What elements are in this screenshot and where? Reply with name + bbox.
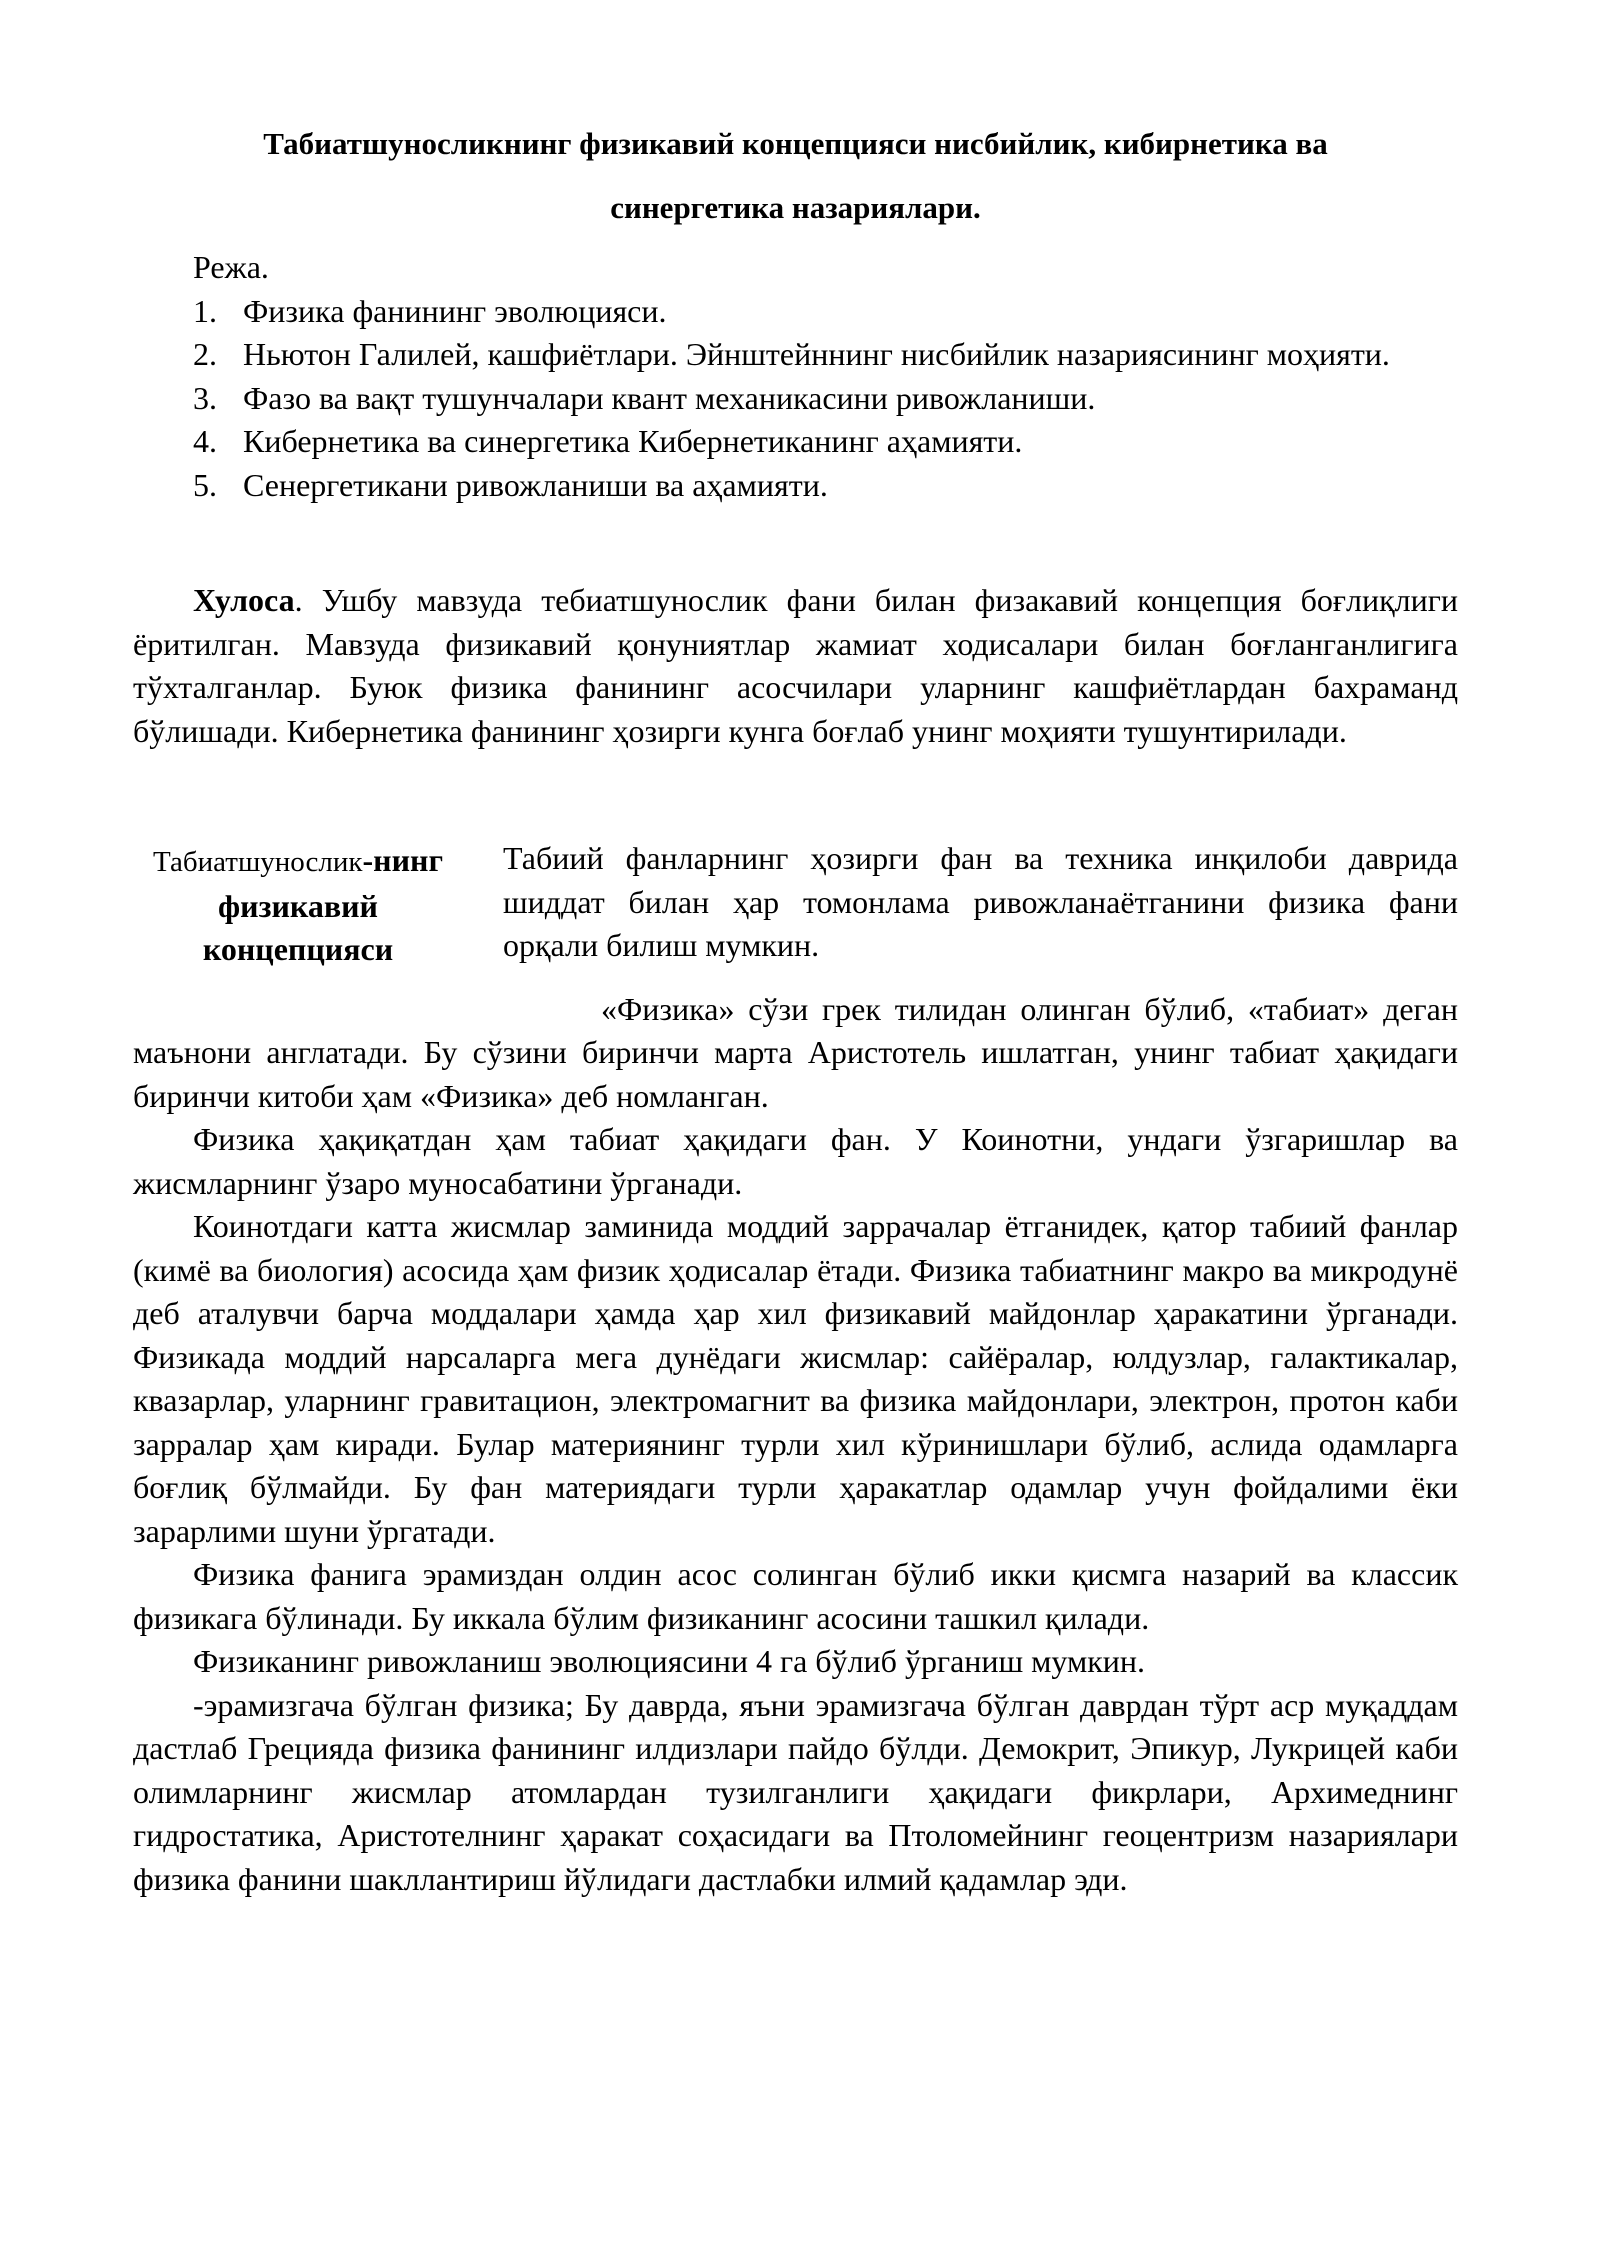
plan-item [133, 333, 1458, 377]
plan-item [133, 464, 1458, 508]
plan-item-number: 2. [193, 336, 217, 372]
plan-heading: Режа. [193, 249, 269, 285]
side-heading-line-2: физикавий [218, 887, 378, 924]
title-line-2: синергетика назариялари. [610, 190, 981, 225]
side-heading-word: Табиатшунослик [153, 846, 363, 878]
side-heading-line-3: концепцияси [202, 931, 394, 967]
side-heading-suffix: -нинг [362, 842, 443, 878]
plan-list [133, 290, 1458, 508]
plan-section [133, 246, 1458, 507]
body-paragraph: «Физика» сўзи грек тилидан олинган бўлиб, «табиат» деган маънони англатади. Бу сўзини биринчи марта Аристотель ишлатган, унинг табиат ҳақидаги биринчи китоби ҳам «Физика» деб номланган. [133, 990, 1458, 1114]
plan-item-text: Ньютон Галилей, кашфиётлари. Эйнштейннинг нисбийлик назариясининг моҳияти. [243, 336, 1390, 372]
document-title [133, 112, 1458, 240]
side-text: Табиий фанларнинг ҳозирги фан ва техника инқилоби даврида шиддат билан ҳар томонлама ривожланаётганини физика фани орқали билиш мумкин. [503, 840, 1458, 963]
plan-item-text: Сенергетикани ривожланиши ва аҳамияти. [243, 466, 828, 503]
summary-label: Хулоса [193, 582, 295, 618]
body-paragraph: Физика ҳақиқатдан ҳам табиат ҳақидаги фан. У Коинотни, ундаги ўзгаришлар ва жисмларнинг ўзаро муносабатини ўрганади. [133, 1121, 1458, 1201]
body-paragraph: Физика фанига эрамиздан олдин асос солинган бўлиб икки қисмга назарий ва классик физикага бўлинади. Бу иккала бўлим физиканинг асосини ташкил қилади. [133, 1556, 1458, 1636]
plan-item-text: Кибернетика ва синергетика Кибернетиканинг аҳамияти. [243, 423, 1023, 459]
plan-item-text: Фазо ва вақт тушунчалари квант механикасини ривожланиши. [243, 379, 1096, 416]
body-paragraph: Коинотдаги катта жисмлар заминида моддий заррачалар ётганидек, қатор табиий фанлар (кимё ва биология) асосида ҳам физик ҳодисалар ётади. Физика табиатнинг макро ва микродунё деб аталувчи барча моддалари ҳамда ҳар хил физикавий майдонлар ҳаракатини ўрганади. Физикада моддий нарсаларга мега дунёдаги жисмлар: сайёралар, юлдузлар, галактикалар, квазарлар, уларнинг гравитацион, электромагнит ва физика майдонлари, электрон, протон каби зарралар ҳам киради. Булар материянинг турли хил кўринишлари бўлиб, аслида одамларга боғлиқ бўлмайди. Бу фан материядаги турли ҳаракатлар одамлар учун фойдалими ёки зарарлими шуни ўргатади. [133, 1208, 1458, 1549]
plan-item [133, 290, 1458, 334]
side-heading [133, 837, 463, 972]
plan-item [133, 420, 1458, 464]
plan-item-number: 5. [193, 466, 217, 503]
summary-text: . Ушбу мавзуда тебиатшунослик фани билан физакавий концепция боғлиқлиги ёритилган. Мавзуда физикавий қонуниятлар жамиат ходисалари билан боғланганлигига тўхталганлар. Буюк физика фанининг асосчилари уларнинг кашфиётлардан бахраманд бўлишади. Кибернетика фанининг ҳозирги кунга боғлаб унинг моҳияти тушунтирилади. [133, 582, 1458, 749]
title-line-1: Табиатшуносликнинг физикавий концепцияси нисбийлик, кибирнетика ва [263, 126, 1328, 161]
plan-item [133, 377, 1458, 421]
physics-concept-section [133, 837, 1458, 1901]
plan-item-text: Физика фанининг эволюцияси. [243, 292, 667, 329]
body-paragraph: Физиканинг ривожланиш эволюциясини 4 га бўлиб ўрганиш мумкин. [193, 1643, 1146, 1679]
plan-item-number: 1. [193, 292, 217, 329]
plan-item-number: 3. [193, 379, 217, 416]
plan-item-number: 4. [193, 423, 217, 459]
body-paragraph: -эрамизгача бўлган физика; Бу даврда, яъни эрамизгача бўлган даврдан тўрт аср муқаддам дастлаб Грецияда физика фанининг илдизлари пайдо бўлди. Демокрит, Эпикур, Лукрицей каби олимларнинг жисмлар атомлардан тузилганлиги ҳақидаги фикрлари, Архимеднинг гидростатика, Аристотелнинг ҳаракат соҳасидаги ва Птоломейнинг геоцентризм назариялари физика фанини шакллантириш йўлидаги дастлабки илмий қадамлар эди. [133, 1686, 1458, 1897]
summary-paragraph [133, 579, 1458, 753]
